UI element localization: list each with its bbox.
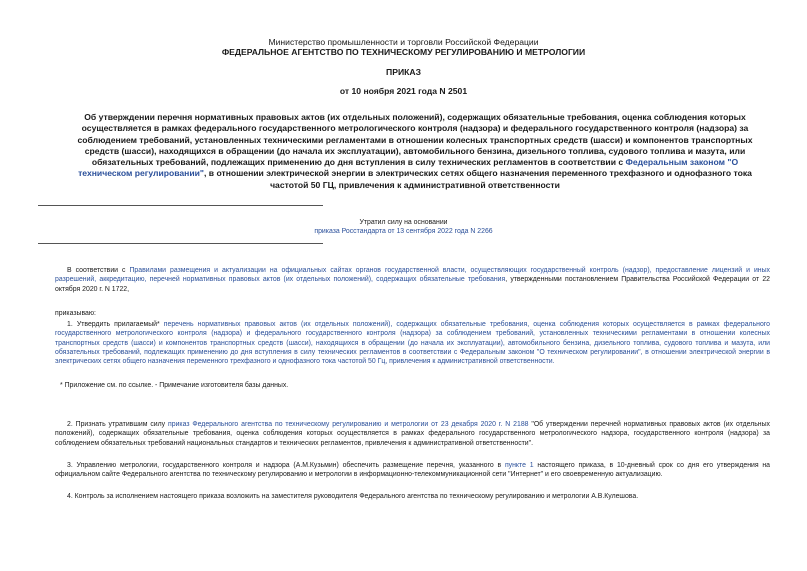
divider-bottom (38, 243, 323, 244)
title-text-2: , в отношении электрической энергии в электрических сетях общего назначения переменного трехфазного и однофазного тока частотой 50 ГЦ, привлечения к административной ответственности (204, 168, 752, 190)
preamble-text-2: , утвержденными постановлением Правительства Российской Федерации от 22 октября 2020 г. N 1722, (55, 276, 770, 293)
repeal-order-link[interactable]: приказа Росстандарта от 13 сентября 2022 года N 2266 (314, 228, 493, 235)
footnote: * Приложение см. по ссылке. - Примечание изготовителя базы данных. (60, 382, 289, 389)
divider-top (38, 205, 323, 206)
approved-list-link[interactable]: перечень нормативных правовых актов (их отдельных положений), содержащих обязательные требования, оценка соблюдения которых осуществляется в рамках федерального государственного метрологического контроля (надзора) и федерального государственного контроля (надзора) за соблюдением требований, установленных техническими регламентами в отношении колесных транспортных средств (шасси) и компонентов транспортных средств (шасси), находящихся в обращении (до начала их эксплуатации), автомобильного бензина, дизельного топлива, судового топлива и мазута, или обязательных требований, подлежащих применению до дня вступления в силу технических регламентов в соответствии с Федеральным законом "О техническом регулировании", в отношении электрической энергии в электрических сетях общего назначения переменного трехфазного и однофазного тока частотой 50 Гц, привлечения к административной ответственности. (55, 321, 770, 366)
item3-text-1: 3. Управлению метрологии, государственного контроля и надзора (А.М.Кузьмин) обеспечить размещение перечня, указанного в (67, 462, 505, 469)
document-title (70, 112, 760, 191)
placement-rules-link[interactable]: Правилами размещения и актуализации на официальных сайтах органов государственной власти, осуществляющих государственный контроль (надзор), предоставление лицензий и иных разрешений, аккредитацию, перечней нормативных правовых актов (их отдельных положений), содержащих обязательные требования (55, 267, 770, 284)
repealed-order-link[interactable]: приказ Федерального агентства по техническому регулированию и метрологии от 23 декабря 2020 г. N 2188 (168, 421, 529, 428)
repeal-note-label: Утратил силу на основании (359, 219, 448, 226)
item4-text: 4. Контроль за исполнением настоящего приказа возложить на заместителя руководителя Федерального агентства по техническому регулированию и метрологии А.В.Кулешова. (67, 493, 639, 500)
item3-text-2: настоящего приказа, в 10-дневный срок со дня его утверждения на официальном сайте Федерального агентства по техническому регулированию и метрологии в информационно-телекоммуникационной сети "Интернет" и его своевременную актуализацию. (55, 462, 771, 479)
order-item-2 (55, 420, 770, 448)
order-item-3 (55, 461, 770, 480)
item1-text: 1. Утвердить прилагаемый* (67, 321, 164, 328)
document-date-number: от 10 ноября 2021 года N 2501 (339, 86, 468, 96)
ministry-name: Министерство промышленности и торговли Российской Федерации (268, 37, 539, 47)
item-1-link[interactable]: пункте 1 (504, 462, 534, 469)
item2-text-2: "Об утверждении перечней нормативных правовых актов (их отдельных положений), содержащих обязательные требования, оценка соблюдения которых осуществляется в рамках федерального государственного метрологического надзора, государственного контроля (надзора) за соблюдением обязательных требований национальных стандартов и технических регламентов, привлечения к административной ответственности". (55, 421, 771, 447)
order-item-1 (55, 320, 770, 366)
agency-name: ФЕДЕРАЛЬНОЕ АГЕНТСТВО ПО ТЕХНИЧЕСКОМУ РЕГУЛИРОВАНИЮ И МЕТРОЛОГИИ (221, 47, 586, 57)
order-item-4 (55, 492, 770, 501)
preamble-paragraph (55, 266, 770, 294)
document-type: ПРИКАЗ (386, 67, 421, 77)
item2-text-1: 2. Признать утратившим силу (67, 421, 168, 428)
preamble-text-1: В соответствии с (67, 267, 130, 274)
order-word: приказываю: (55, 310, 96, 317)
federal-law-link[interactable]: Федеральным законом "О техническом регулировании" (78, 157, 739, 179)
title-text-1: Об утверждении перечня нормативных правовых актов (их отдельных положений), содержащих обязательные требования, оценка соблюдения которых осуществляется в рамках федерального государственного метрологического контроля (надзора) и федерального государственного контроля (надзора) за соблюдением требований, установленных техническими регламентами в отношении колесных транспортных средств (шасси) и компонентов транспортных средств (шасси), находящихся в обращении (до начала их эксплуатации), автомобильного бензина, дизельного топлива, судового топлива и мазута, или обязательных требований, подлежащих применению до дня вступления в силу технических регламентов в соответствии с (77, 112, 753, 168)
